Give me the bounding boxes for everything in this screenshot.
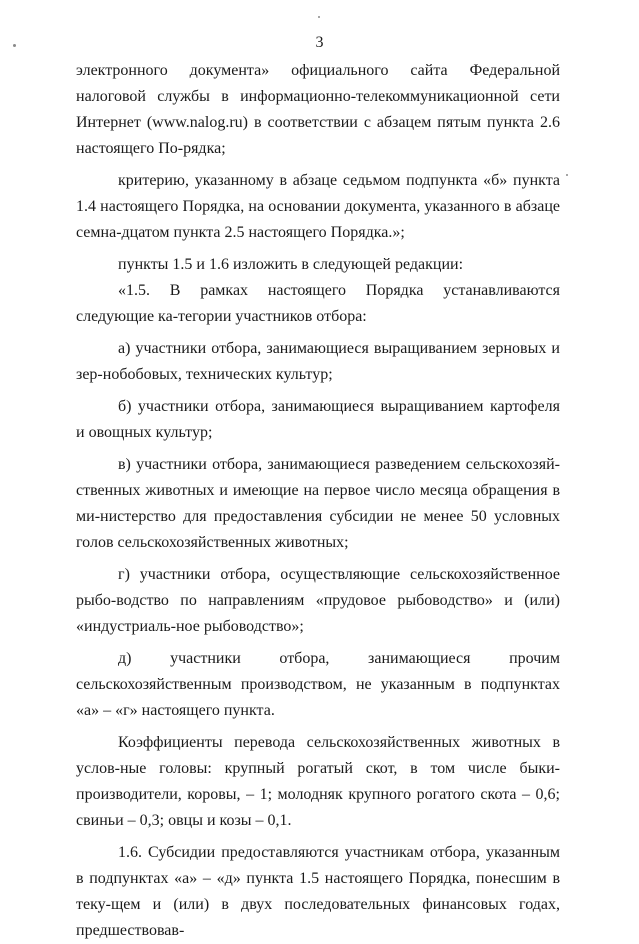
paragraph: а) участники отбора, занимающиеся выращиванием зерновых и зер-нобобовых, технических культур; xyxy=(76,340,560,383)
paragraph: «1.5. В рамках настоящего Порядка устанавливаются следующие ка-тегории участников отбора: xyxy=(76,282,560,325)
document-body xyxy=(76,58,560,944)
paragraph: критерию, указанному в абзаце седьмом подпункта «б» пункта 1.4 настоящего Порядка, на основании документа, указанного в абзаце семна-дцатом пункта 2.5 настоящего Порядка.»; xyxy=(76,172,560,241)
paragraph: Коэффициенты перевода сельскохозяйственных животных в услов-ные головы: крупный рогатый скот, в том числе быки-производители, коровы, – 1; молодняк крупного рогатого скота – 0,6; свиньи – 0,3; овцы и козы – 0,1. xyxy=(76,734,560,829)
scan-speck xyxy=(318,16,320,18)
paragraph: пункты 1.5 и 1.6 изложить в следующей редакции: xyxy=(118,256,464,273)
paragraph: г) участники отбора, осуществляющие сельскохозяйственное рыбо-водство по направлениям «прудовое рыбоводство» и (или) «индустриаль-ное рыбоводство»; xyxy=(76,566,560,635)
scan-speck xyxy=(566,174,568,176)
page-number: 3 xyxy=(315,34,324,51)
paragraph: 1.6. Субсидии предоставляются участникам отбора, указанным в подпунктах «а» – «д» пункта 1.5 настоящего Порядка, понесшим в теку-щем и (или) в двух последовательных финансовых годах, предшествовав- xyxy=(76,844,560,939)
paragraph: в) участники отбора, занимающиеся разведением сельскохозяй-ственных животных и имеющие на первое число месяца обращения в ми-нистерство для предоставления субсидии не менее 50 условных голов сельскохозяйственных животных; xyxy=(76,456,560,551)
scan-speck xyxy=(13,44,16,47)
paragraph: б) участники отбора, занимающиеся выращиванием картофеля и овощных культур; xyxy=(76,398,560,441)
paragraph: д) участники отбора, занимающиеся прочим сельскохозяйственным производством, не указанным в подпунктах «а» – «г» настоящего пункта. xyxy=(76,650,560,719)
paragraph: электронного документа» официального сайта Федеральной налоговой службы в информационно-телекоммуникационной сети Интернет (www.nalog.ru) в соответствии с абзацем пятым пункта 2.6 настоящего По-рядка; xyxy=(76,62,560,157)
